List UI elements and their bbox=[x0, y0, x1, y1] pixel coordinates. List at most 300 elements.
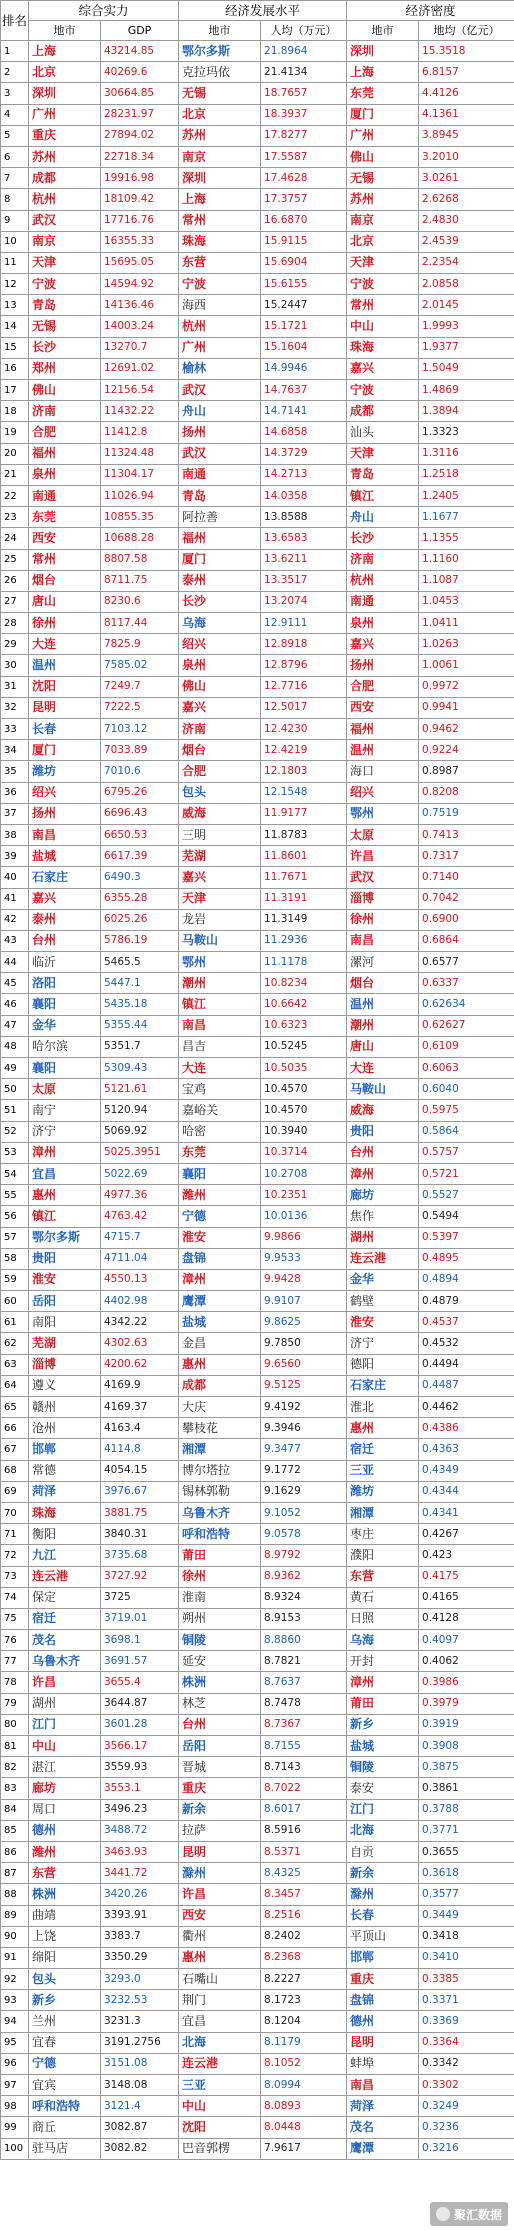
strength-city-cell: 大连 bbox=[29, 634, 101, 655]
rank-cell: 94 bbox=[1, 2011, 29, 2032]
density-city-cell: 徐州 bbox=[347, 909, 419, 930]
gdp-cell: 3553.1 bbox=[101, 1778, 179, 1799]
rank-cell: 92 bbox=[1, 1969, 29, 1990]
per-capita-cell: 11.9177 bbox=[261, 803, 347, 824]
gdp-cell: 3719.01 bbox=[101, 1608, 179, 1629]
density-city-cell: 杭州 bbox=[347, 570, 419, 591]
per-capita-cell: 14.9946 bbox=[261, 358, 347, 379]
gdp-cell: 4054.15 bbox=[101, 1460, 179, 1481]
rank-cell: 76 bbox=[1, 1630, 29, 1651]
gdp-cell: 3148.08 bbox=[101, 2075, 179, 2096]
table-row bbox=[1, 1587, 514, 1608]
table-row bbox=[1, 464, 514, 485]
per-area-cell: 0.4363 bbox=[419, 1439, 514, 1460]
strength-city-cell: 潍州 bbox=[29, 1841, 101, 1862]
per-capita-cell: 12.8796 bbox=[261, 655, 347, 676]
per-capita-cell: 15.6155 bbox=[261, 274, 347, 295]
development-city-cell: 绍兴 bbox=[179, 634, 261, 655]
table-row bbox=[1, 1990, 514, 2011]
strength-city-cell: 临沂 bbox=[29, 952, 101, 973]
gdp-cell: 6696.43 bbox=[101, 803, 179, 824]
development-city-cell: 锡林郭勒 bbox=[179, 1481, 261, 1502]
density-city-cell: 嘉兴 bbox=[347, 358, 419, 379]
rank-cell: 8 bbox=[1, 189, 29, 210]
development-city-cell: 无锡 bbox=[179, 83, 261, 104]
strength-city-cell: 嘉兴 bbox=[29, 888, 101, 909]
strength-city-cell: 厦门 bbox=[29, 740, 101, 761]
development-city-cell: 岳阳 bbox=[179, 1736, 261, 1757]
strength-city-cell: 新乡 bbox=[29, 1990, 101, 2011]
table-row bbox=[1, 2096, 514, 2117]
per-area-cell: 0.4895 bbox=[419, 1248, 514, 1269]
table-row bbox=[1, 1015, 514, 1036]
table-row bbox=[1, 1736, 514, 1757]
strength-city-cell: 呼和浩特 bbox=[29, 2096, 101, 2117]
table-row bbox=[1, 1036, 514, 1057]
per-area-cell: 0.3385 bbox=[419, 1969, 514, 1990]
table-row bbox=[1, 2053, 514, 2074]
per-capita-cell: 12.4219 bbox=[261, 740, 347, 761]
strength-city-cell: 鄂尔多斯 bbox=[29, 1227, 101, 1248]
per-area-cell: 0.3875 bbox=[419, 1757, 514, 1778]
development-city-cell: 盘锦 bbox=[179, 1248, 261, 1269]
development-city-cell: 惠州 bbox=[179, 1354, 261, 1375]
rank-cell: 30 bbox=[1, 655, 29, 676]
density-city-cell: 台州 bbox=[347, 1142, 419, 1163]
rank-cell: 12 bbox=[1, 274, 29, 295]
development-city-cell: 嘉兴 bbox=[179, 867, 261, 888]
table-row bbox=[1, 1185, 514, 1206]
table-row bbox=[1, 1820, 514, 1841]
table-row bbox=[1, 231, 514, 252]
gdp-cell: 30664.85 bbox=[101, 83, 179, 104]
development-city-cell: 宜昌 bbox=[179, 2011, 261, 2032]
density-city-cell: 中山 bbox=[347, 316, 419, 337]
per-area-cell: 0.4386 bbox=[419, 1418, 514, 1439]
development-city-cell: 鄂州 bbox=[179, 952, 261, 973]
strength-city-cell: 唐山 bbox=[29, 591, 101, 612]
gdp-cell: 8117.44 bbox=[101, 613, 179, 634]
per-capita-cell: 8.5371 bbox=[261, 1841, 347, 1862]
strength-city-cell: 镇江 bbox=[29, 1206, 101, 1227]
density-city-cell: 蚌埠 bbox=[347, 2053, 419, 2074]
per-area-cell: 1.1355 bbox=[419, 528, 514, 549]
per-capita-cell: 14.7637 bbox=[261, 380, 347, 401]
table-row bbox=[1, 973, 514, 994]
strength-city-cell: 宿迁 bbox=[29, 1608, 101, 1629]
per-capita-cell: 12.9111 bbox=[261, 613, 347, 634]
strength-city-cell: 菏泽 bbox=[29, 1481, 101, 1502]
rank-cell: 51 bbox=[1, 1100, 29, 1121]
density-city-cell: 惠州 bbox=[347, 1418, 419, 1439]
rank-cell: 65 bbox=[1, 1397, 29, 1418]
development-city-cell: 泉州 bbox=[179, 655, 261, 676]
development-city-cell: 乌海 bbox=[179, 613, 261, 634]
gdp-cell: 4711.04 bbox=[101, 1248, 179, 1269]
gdp-cell: 4715.7 bbox=[101, 1227, 179, 1248]
gdp-cell: 13270.7 bbox=[101, 337, 179, 358]
gdp-cell: 4763.42 bbox=[101, 1206, 179, 1227]
strength-city-cell: 连云港 bbox=[29, 1566, 101, 1587]
table-row bbox=[1, 1630, 514, 1651]
per-capita-cell: 8.2402 bbox=[261, 1926, 347, 1947]
per-area-cell: 0.62627 bbox=[419, 1015, 514, 1036]
density-city-cell: 铜陵 bbox=[347, 1757, 419, 1778]
gdp-cell: 3691.57 bbox=[101, 1651, 179, 1672]
per-capita-cell: 13.6583 bbox=[261, 528, 347, 549]
per-area-cell: 0.3771 bbox=[419, 1820, 514, 1841]
table-row bbox=[1, 1269, 514, 1290]
strength-city-cell: 洛阳 bbox=[29, 973, 101, 994]
per-capita-cell: 8.0994 bbox=[261, 2075, 347, 2096]
density-city-cell: 唐山 bbox=[347, 1036, 419, 1057]
per-area-cell: 0.3216 bbox=[419, 2138, 514, 2159]
table-row bbox=[1, 1799, 514, 1820]
gdp-cell: 3840.31 bbox=[101, 1524, 179, 1545]
density-city-cell: 无锡 bbox=[347, 168, 419, 189]
per-capita-cell: 12.1803 bbox=[261, 761, 347, 782]
strength-city-cell: 惠州 bbox=[29, 1185, 101, 1206]
per-area-cell: 0.4462 bbox=[419, 1397, 514, 1418]
rank-cell: 46 bbox=[1, 994, 29, 1015]
per-area-cell: 0.3369 bbox=[419, 2011, 514, 2032]
density-city-cell: 马鞍山 bbox=[347, 1079, 419, 1100]
per-area-cell: 0.6040 bbox=[419, 1079, 514, 1100]
rank-cell: 93 bbox=[1, 1990, 29, 2011]
gdp-cell: 3566.17 bbox=[101, 1736, 179, 1757]
per-capita-cell: 12.7716 bbox=[261, 676, 347, 697]
density-city-cell: 开封 bbox=[347, 1651, 419, 1672]
rank-cell: 69 bbox=[1, 1481, 29, 1502]
development-city-cell: 朔州 bbox=[179, 1608, 261, 1629]
table-row bbox=[1, 1524, 514, 1545]
development-city-cell: 重庆 bbox=[179, 1778, 261, 1799]
per-area-cell: 3.0261 bbox=[419, 168, 514, 189]
strength-city-cell: 广州 bbox=[29, 104, 101, 125]
table-row bbox=[1, 1608, 514, 1629]
per-area-cell: 0.4165 bbox=[419, 1587, 514, 1608]
development-city-cell: 南昌 bbox=[179, 1015, 261, 1036]
rank-cell: 57 bbox=[1, 1227, 29, 1248]
gdp-cell: 3082.82 bbox=[101, 2138, 179, 2159]
rank-cell: 79 bbox=[1, 1693, 29, 1714]
development-city-cell: 巴音郭楞 bbox=[179, 2138, 261, 2159]
strength-city-cell: 南阳 bbox=[29, 1312, 101, 1333]
development-city-cell: 北京 bbox=[179, 104, 261, 125]
gdp-cell: 5121.61 bbox=[101, 1079, 179, 1100]
density-city-cell: 新余 bbox=[347, 1863, 419, 1884]
rank-cell: 45 bbox=[1, 973, 29, 994]
strength-city-cell: 绵阳 bbox=[29, 1947, 101, 1968]
table-row bbox=[1, 252, 514, 273]
rank-cell: 38 bbox=[1, 824, 29, 845]
per-capita-cell: 11.8783 bbox=[261, 824, 347, 845]
per-capita-cell: 8.7022 bbox=[261, 1778, 347, 1799]
development-city-cell: 武汉 bbox=[179, 380, 261, 401]
rank-cell: 96 bbox=[1, 2053, 29, 2074]
gdp-cell: 3293.0 bbox=[101, 1969, 179, 1990]
development-city-cell: 徐州 bbox=[179, 1566, 261, 1587]
strength-city-cell: 德州 bbox=[29, 1820, 101, 1841]
strength-city-cell: 长沙 bbox=[29, 337, 101, 358]
density-city-cell: 德阳 bbox=[347, 1354, 419, 1375]
gdp-cell: 5351.7 bbox=[101, 1036, 179, 1057]
strength-city-cell: 深圳 bbox=[29, 83, 101, 104]
gdp-cell: 14594.92 bbox=[101, 274, 179, 295]
gdp-cell: 8807.58 bbox=[101, 549, 179, 570]
per-area-cell: 3.2010 bbox=[419, 146, 514, 167]
rank-cell: 52 bbox=[1, 1121, 29, 1142]
column-header-gdp: GDP bbox=[101, 21, 179, 41]
strength-city-cell: 漳州 bbox=[29, 1142, 101, 1163]
per-capita-cell: 9.9107 bbox=[261, 1291, 347, 1312]
gdp-cell: 7249.7 bbox=[101, 676, 179, 697]
density-city-cell: 淄博 bbox=[347, 888, 419, 909]
gdp-cell: 3559.93 bbox=[101, 1757, 179, 1778]
development-city-cell: 晋城 bbox=[179, 1757, 261, 1778]
table-row bbox=[1, 337, 514, 358]
per-capita-cell: 15.2447 bbox=[261, 295, 347, 316]
rank-cell: 10 bbox=[1, 231, 29, 252]
gdp-cell: 3121.4 bbox=[101, 2096, 179, 2117]
per-capita-cell: 14.6858 bbox=[261, 422, 347, 443]
table-row bbox=[1, 62, 514, 83]
development-city-cell: 常州 bbox=[179, 210, 261, 231]
strength-city-cell: 保定 bbox=[29, 1587, 101, 1608]
density-city-cell: 宁波 bbox=[347, 274, 419, 295]
development-city-cell: 博尔塔拉 bbox=[179, 1460, 261, 1481]
density-city-cell: 宿迁 bbox=[347, 1439, 419, 1460]
rank-cell: 59 bbox=[1, 1269, 29, 1290]
rank-cell: 61 bbox=[1, 1312, 29, 1333]
per-area-cell: 1.2405 bbox=[419, 485, 514, 506]
per-capita-cell: 8.1052 bbox=[261, 2053, 347, 2074]
per-area-cell: 0.3418 bbox=[419, 1926, 514, 1947]
table-row bbox=[1, 1884, 514, 1905]
per-capita-cell: 17.8277 bbox=[261, 125, 347, 146]
rank-cell: 33 bbox=[1, 719, 29, 740]
strength-city-cell: 杭州 bbox=[29, 189, 101, 210]
rank-cell: 75 bbox=[1, 1608, 29, 1629]
rank-cell: 85 bbox=[1, 1820, 29, 1841]
density-city-cell: 滁州 bbox=[347, 1884, 419, 1905]
per-capita-cell: 9.3946 bbox=[261, 1418, 347, 1439]
per-area-cell: 0.4487 bbox=[419, 1375, 514, 1396]
development-city-cell: 宝鸡 bbox=[179, 1079, 261, 1100]
rank-cell: 70 bbox=[1, 1502, 29, 1523]
gdp-cell: 6617.39 bbox=[101, 846, 179, 867]
gdp-cell: 3727.92 bbox=[101, 1566, 179, 1587]
density-city-cell: 漳州 bbox=[347, 1672, 419, 1693]
development-city-cell: 昆明 bbox=[179, 1841, 261, 1862]
development-city-cell: 嘉峪关 bbox=[179, 1100, 261, 1121]
strength-city-cell: 包头 bbox=[29, 1969, 101, 1990]
gdp-cell: 4402.98 bbox=[101, 1291, 179, 1312]
table-row bbox=[1, 591, 514, 612]
per-capita-cell: 9.0578 bbox=[261, 1524, 347, 1545]
table-row bbox=[1, 719, 514, 740]
strength-city-cell: 成都 bbox=[29, 168, 101, 189]
rank-cell: 18 bbox=[1, 401, 29, 422]
per-capita-cell: 9.9428 bbox=[261, 1269, 347, 1290]
gdp-cell: 28231.97 bbox=[101, 104, 179, 125]
gdp-cell: 3698.1 bbox=[101, 1630, 179, 1651]
development-city-cell: 扬州 bbox=[179, 422, 261, 443]
density-city-cell: 上海 bbox=[347, 62, 419, 83]
table-row bbox=[1, 1778, 514, 1799]
per-area-cell: 0.4267 bbox=[419, 1524, 514, 1545]
table-row bbox=[1, 1460, 514, 1481]
strength-city-cell: 北京 bbox=[29, 62, 101, 83]
rank-cell: 9 bbox=[1, 210, 29, 231]
per-capita-cell: 13.8588 bbox=[261, 507, 347, 528]
development-city-cell: 新余 bbox=[179, 1799, 261, 1820]
per-area-cell: 0.6864 bbox=[419, 930, 514, 951]
strength-city-cell: 南通 bbox=[29, 485, 101, 506]
density-city-cell: 广州 bbox=[347, 125, 419, 146]
rank-cell: 87 bbox=[1, 1863, 29, 1884]
density-city-cell: 平顶山 bbox=[347, 1926, 419, 1947]
density-city-cell: 合肥 bbox=[347, 676, 419, 697]
density-city-cell: 菏泽 bbox=[347, 2096, 419, 2117]
density-city-cell: 自贡 bbox=[347, 1841, 419, 1862]
per-area-cell: 1.0263 bbox=[419, 634, 514, 655]
density-city-cell: 威海 bbox=[347, 1100, 419, 1121]
density-city-cell: 枣庄 bbox=[347, 1524, 419, 1545]
table-row bbox=[1, 2138, 514, 2159]
density-city-cell: 温州 bbox=[347, 994, 419, 1015]
table-row bbox=[1, 2032, 514, 2053]
table-row bbox=[1, 422, 514, 443]
strength-city-cell: 盐城 bbox=[29, 846, 101, 867]
per-capita-cell: 12.8918 bbox=[261, 634, 347, 655]
rank-cell: 98 bbox=[1, 2096, 29, 2117]
per-capita-cell: 8.1204 bbox=[261, 2011, 347, 2032]
rank-cell: 11 bbox=[1, 252, 29, 273]
density-city-cell: 盘锦 bbox=[347, 1990, 419, 2011]
per-capita-cell: 13.2074 bbox=[261, 591, 347, 612]
density-city-cell: 新乡 bbox=[347, 1714, 419, 1735]
per-capita-cell: 17.4628 bbox=[261, 168, 347, 189]
per-capita-cell: 10.0136 bbox=[261, 1206, 347, 1227]
rank-cell: 95 bbox=[1, 2032, 29, 2053]
per-area-cell: 0.4494 bbox=[419, 1354, 514, 1375]
density-city-cell: 济南 bbox=[347, 549, 419, 570]
density-city-cell: 东莞 bbox=[347, 83, 419, 104]
table-row bbox=[1, 952, 514, 973]
gdp-cell: 7033.89 bbox=[101, 740, 179, 761]
per-area-cell: 1.0453 bbox=[419, 591, 514, 612]
development-city-cell: 宁德 bbox=[179, 1206, 261, 1227]
strength-city-cell: 株洲 bbox=[29, 1884, 101, 1905]
per-area-cell: 0.5397 bbox=[419, 1227, 514, 1248]
column-header-city: 地市 bbox=[179, 21, 261, 41]
development-city-cell: 杭州 bbox=[179, 316, 261, 337]
column-header-per-area: 地均（亿元） bbox=[419, 21, 514, 41]
strength-city-cell: 潍坊 bbox=[29, 761, 101, 782]
per-capita-cell: 10.4570 bbox=[261, 1100, 347, 1121]
per-area-cell: 0.3371 bbox=[419, 1990, 514, 2011]
per-area-cell: 0.7413 bbox=[419, 824, 514, 845]
gdp-cell: 3231.3 bbox=[101, 2011, 179, 2032]
per-area-cell: 0.6577 bbox=[419, 952, 514, 973]
development-city-cell: 铜陵 bbox=[179, 1630, 261, 1651]
development-city-cell: 佛山 bbox=[179, 676, 261, 697]
rank-cell: 55 bbox=[1, 1185, 29, 1206]
strength-city-cell: 商丘 bbox=[29, 2117, 101, 2138]
strength-city-cell: 赣州 bbox=[29, 1397, 101, 1418]
strength-city-cell: 芜湖 bbox=[29, 1333, 101, 1354]
density-city-cell: 连云港 bbox=[347, 1248, 419, 1269]
strength-city-cell: 岳阳 bbox=[29, 1291, 101, 1312]
rank-cell: 35 bbox=[1, 761, 29, 782]
density-city-cell: 宁波 bbox=[347, 380, 419, 401]
development-city-cell: 莆田 bbox=[179, 1545, 261, 1566]
per-area-cell: 0.4341 bbox=[419, 1502, 514, 1523]
gdp-cell: 11026.94 bbox=[101, 485, 179, 506]
per-capita-cell: 15.1721 bbox=[261, 316, 347, 337]
table-row bbox=[1, 1418, 514, 1439]
gdp-cell: 6025.26 bbox=[101, 909, 179, 930]
rank-cell: 82 bbox=[1, 1757, 29, 1778]
per-area-cell: 0.3249 bbox=[419, 2096, 514, 2117]
per-capita-cell: 8.7637 bbox=[261, 1672, 347, 1693]
density-city-cell: 嘉兴 bbox=[347, 634, 419, 655]
development-city-cell: 福州 bbox=[179, 528, 261, 549]
development-city-cell: 大连 bbox=[179, 1058, 261, 1079]
density-city-cell: 潮州 bbox=[347, 1015, 419, 1036]
per-area-cell: 0.8208 bbox=[419, 782, 514, 803]
density-city-cell: 天津 bbox=[347, 252, 419, 273]
gdp-cell: 3420.26 bbox=[101, 1884, 179, 1905]
table-row bbox=[1, 888, 514, 909]
per-capita-cell: 8.2516 bbox=[261, 1905, 347, 1926]
density-city-cell: 乌海 bbox=[347, 1630, 419, 1651]
density-city-cell: 苏州 bbox=[347, 189, 419, 210]
density-city-cell: 金华 bbox=[347, 1269, 419, 1290]
table-row bbox=[1, 1121, 514, 1142]
development-city-cell: 盐城 bbox=[179, 1312, 261, 1333]
gdp-cell: 5069.92 bbox=[101, 1121, 179, 1142]
gdp-cell: 3725 bbox=[101, 1587, 179, 1608]
development-city-cell: 连云港 bbox=[179, 2053, 261, 2074]
per-area-cell: 0.7519 bbox=[419, 803, 514, 824]
rank-cell: 29 bbox=[1, 634, 29, 655]
per-capita-cell: 9.3477 bbox=[261, 1439, 347, 1460]
table-row bbox=[1, 676, 514, 697]
rank-cell: 66 bbox=[1, 1418, 29, 1439]
development-city-cell: 东莞 bbox=[179, 1142, 261, 1163]
table-row bbox=[1, 528, 514, 549]
table-row bbox=[1, 295, 514, 316]
table-row bbox=[1, 443, 514, 464]
table-row bbox=[1, 1863, 514, 1884]
rank-cell: 23 bbox=[1, 507, 29, 528]
table-row bbox=[1, 1757, 514, 1778]
strength-city-cell: 上海 bbox=[29, 41, 101, 62]
per-area-cell: 1.3323 bbox=[419, 422, 514, 443]
rank-cell: 34 bbox=[1, 740, 29, 761]
rank-cell: 31 bbox=[1, 676, 29, 697]
per-area-cell: 2.4539 bbox=[419, 231, 514, 252]
per-area-cell: 1.9377 bbox=[419, 337, 514, 358]
gdp-cell: 4977.36 bbox=[101, 1185, 179, 1206]
gdp-cell: 3496.23 bbox=[101, 1799, 179, 1820]
rank-cell: 40 bbox=[1, 867, 29, 888]
column-header-city: 地市 bbox=[347, 21, 419, 41]
per-capita-cell: 18.3937 bbox=[261, 104, 347, 125]
rank-cell: 4 bbox=[1, 104, 29, 125]
